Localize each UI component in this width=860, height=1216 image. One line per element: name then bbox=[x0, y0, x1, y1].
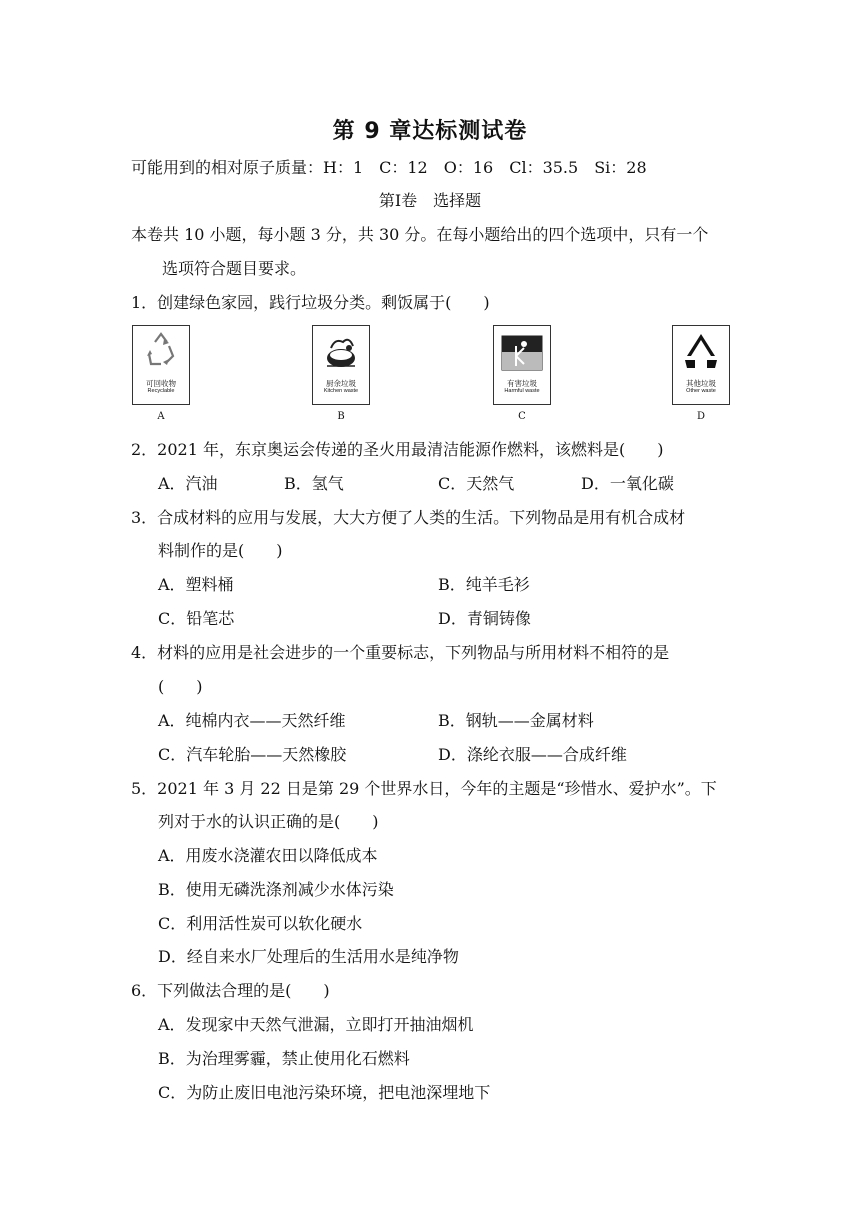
q3-stem-line-2: 料制作的是( ) bbox=[158, 541, 283, 560]
bin-cn-label: 可回收物 bbox=[146, 379, 176, 388]
bin-en-label: Recyclable bbox=[147, 388, 175, 394]
recycle-icon bbox=[133, 326, 189, 378]
bin-recyclable bbox=[132, 325, 190, 405]
q4-option-c: C．汽车轮胎——天然橡胶 bbox=[158, 745, 347, 764]
q3-option-d: D．青铜铸像 bbox=[438, 609, 531, 628]
q4-stem-line-2: ( ) bbox=[158, 677, 203, 696]
q5-stem-line-1: 5．2021 年 3 月 22 日是第 29 个世界水日，今年的主题是“珍惜水、爱护水”。下 bbox=[131, 779, 717, 798]
q5-option-c: C．利用活性炭可以软化硬水 bbox=[158, 914, 363, 933]
q3-stem-line-1: 3．合成材料的应用与发展，大大方便了人类的生活。下列物品是用有机合成材 bbox=[131, 508, 686, 527]
bin-en-label: Other waste bbox=[686, 388, 716, 394]
q5-option-a: A．用废水浇灌农田以降低成本 bbox=[158, 846, 378, 865]
bin-cn-label: 厨余垃圾 bbox=[326, 379, 356, 388]
q2-option-b: B．氢气 bbox=[284, 474, 344, 493]
bin-kitchen-waste bbox=[312, 325, 370, 405]
bin-cn-label: 其他垃圾 bbox=[686, 379, 716, 388]
bin-cn-label: 有害垃圾 bbox=[507, 379, 537, 388]
bin-other-waste bbox=[672, 325, 730, 405]
kitchen-waste-icon bbox=[313, 326, 369, 378]
q5-option-d: D．经自来水厂处理后的生活用水是纯净物 bbox=[158, 947, 459, 966]
atomic-masses-note: 可能用到的相对原子质量：H：1 C：12 O：16 Cl：35.5 Si：28 bbox=[131, 158, 647, 177]
q4-stem-line-1: 4．材料的应用是社会进步的一个重要标志，下列物品与所用材料不相符的是 bbox=[131, 643, 670, 662]
page-title: 第 9 章达标测试卷 bbox=[332, 119, 528, 144]
q1-stem: 1．创建绿色家园，践行垃圾分类。剩饭属于( ) bbox=[131, 293, 490, 312]
q3-option-c: C．铅笔芯 bbox=[158, 609, 235, 628]
q4-option-d: D．涤纶衣服——合成纤维 bbox=[438, 745, 627, 764]
q5-option-b: B．使用无磷洗涤剂减少水体污染 bbox=[158, 880, 394, 899]
section-title: 第Ⅰ卷 选择题 bbox=[378, 191, 482, 210]
q6-option-a: A．发现家中天然气泄漏，立即打开抽油烟机 bbox=[158, 1015, 474, 1034]
bin-option-d: D bbox=[696, 411, 706, 422]
bin-en-label: Kitchen waste bbox=[323, 388, 359, 394]
other-waste-icon bbox=[673, 326, 729, 378]
q6-option-c: C．为防止废旧电池污染环境，把电池深埋地下 bbox=[158, 1083, 491, 1102]
bin-option-b: B bbox=[337, 411, 345, 422]
q2-option-d: D．一氧化碳 bbox=[581, 474, 674, 493]
instructions-line-1: 本卷共 10 小题，每小题 3 分，共 30 分。在每小题给出的四个选项中，只有一个 bbox=[131, 225, 709, 244]
bin-en-label: Harmful waste bbox=[504, 388, 540, 394]
harmful-waste-icon bbox=[494, 326, 550, 378]
bin-harmful-waste bbox=[493, 325, 551, 405]
bin-option-a: A bbox=[157, 411, 165, 422]
q6-option-b: B．为治理雾霾，禁止使用化石燃料 bbox=[158, 1049, 410, 1068]
q4-option-b: B．钢轨——金属材料 bbox=[438, 711, 594, 730]
bin-option-c: C bbox=[518, 411, 526, 422]
q6-stem: 6．下列做法合理的是( ) bbox=[131, 981, 330, 1000]
q4-option-a: A．纯棉内衣——天然纤维 bbox=[158, 711, 346, 730]
q3-option-a: A．塑料桶 bbox=[158, 575, 234, 594]
q5-stem-line-2: 列对于水的认识正确的是( ) bbox=[158, 812, 379, 831]
instructions-line-2: 选项符合题目要求。 bbox=[162, 259, 307, 278]
q2-option-c: C．天然气 bbox=[438, 474, 515, 493]
q3-option-b: B．纯羊毛衫 bbox=[438, 575, 530, 594]
q2-stem: 2．2021 年，东京奥运会传递的圣火用最清洁能源作燃料，该燃料是( ) bbox=[131, 440, 664, 459]
q2-option-a: A．汽油 bbox=[158, 474, 218, 493]
